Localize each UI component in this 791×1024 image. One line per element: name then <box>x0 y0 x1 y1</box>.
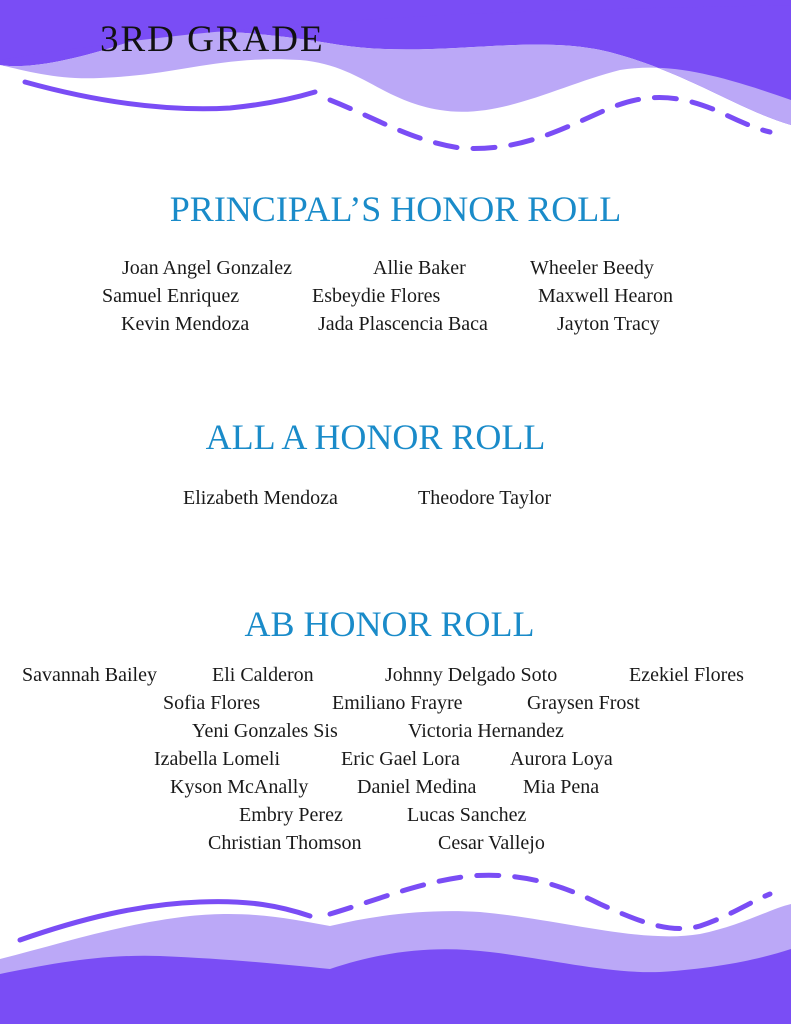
honor-name: Kevin Mendoza <box>121 313 250 335</box>
honor-name: Izabella Lomeli <box>154 748 281 770</box>
honor-name: Theodore Taylor <box>418 487 552 509</box>
honor-name: Christian Thomson <box>208 832 362 854</box>
honor-name: Ezekiel Flores <box>629 664 744 686</box>
honor-name: Cesar Vallejo <box>438 832 545 854</box>
honor-name: Savannah Bailey <box>22 664 157 686</box>
bottom-wave-decoration <box>0 864 791 1024</box>
honor-name: Maxwell Hearon <box>538 285 673 307</box>
honor-name: Joan Angel Gonzalez <box>122 257 292 279</box>
honor-name: Daniel Medina <box>357 776 477 798</box>
honor-name: Johnny Delgado Soto <box>385 664 558 686</box>
honor-name: Graysen Frost <box>527 692 640 714</box>
ab-honor-roll-heading: AB HONOR ROLL <box>244 604 535 644</box>
honor-name: Jada Plascencia Baca <box>318 313 488 335</box>
honor-name: Victoria Hernandez <box>408 720 564 742</box>
honor-name: Aurora Loya <box>510 748 613 770</box>
honor-name: Mia Pena <box>523 776 600 798</box>
honor-name: Kyson McAnally <box>170 776 309 798</box>
honor-name: Yeni Gonzales Sis <box>192 720 338 742</box>
honor-name: Embry Perez <box>239 804 343 826</box>
all-a-honor-roll-heading: ALL A HONOR ROLL <box>205 417 546 457</box>
honor-name: Samuel Enriquez <box>102 285 240 307</box>
honor-name: Lucas Sanchez <box>407 804 527 826</box>
honor-name: Eli Calderon <box>212 664 314 686</box>
principals-honor-roll-heading: PRINCIPAL’S HONOR ROLL <box>169 189 622 229</box>
honor-name: Esbeydie Flores <box>312 285 441 307</box>
honor-name: Wheeler Beedy <box>530 257 654 279</box>
grade-title: 3RD GRADE <box>100 19 325 60</box>
honor-name: Elizabeth Mendoza <box>183 487 338 509</box>
honor-name: Emiliano Frayre <box>332 692 463 714</box>
honor-name: Jayton Tracy <box>557 313 660 335</box>
honor-name: Eric Gael Lora <box>341 748 460 770</box>
honor-name: Sofia Flores <box>163 692 261 714</box>
honor-name: Allie Baker <box>373 257 466 279</box>
